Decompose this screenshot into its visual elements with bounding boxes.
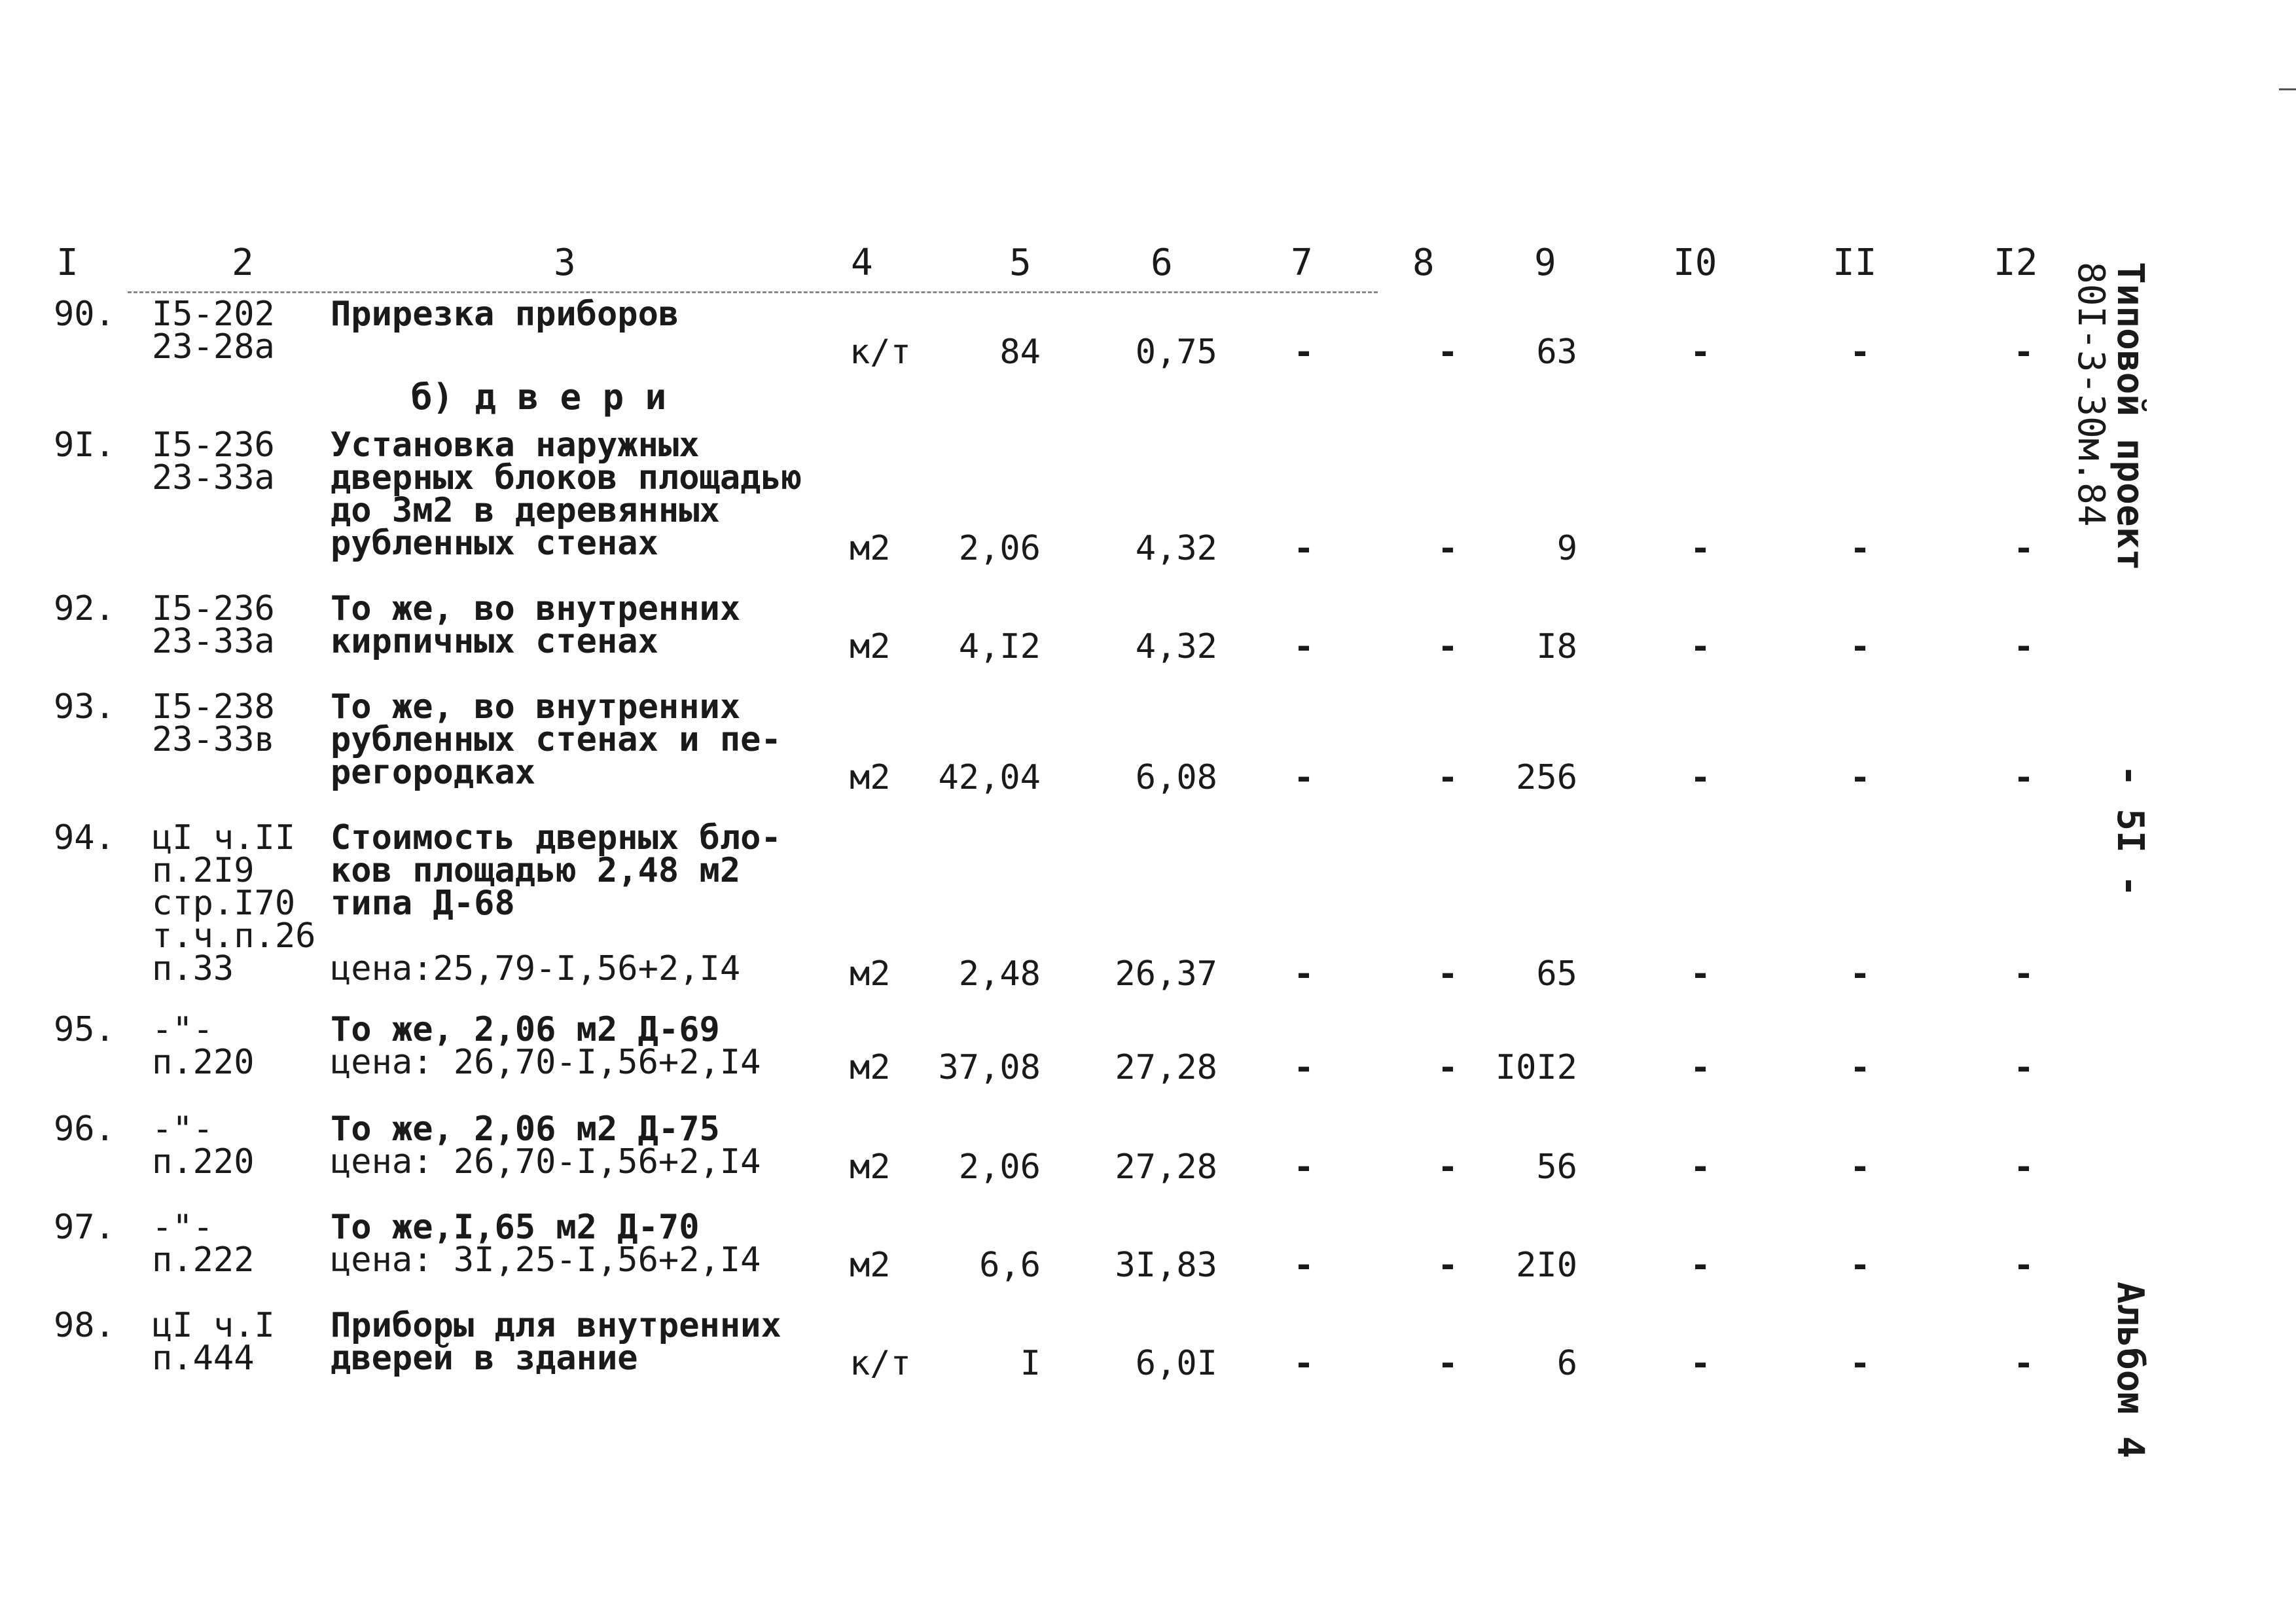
- row-description: То же, во внутренних: [331, 589, 741, 628]
- row-description: дверных блоков площадью: [331, 458, 802, 497]
- row-description: цена: 26,70-I,56+2,I4: [331, 1142, 761, 1182]
- row-number: 95.: [54, 1010, 115, 1049]
- row-col12: -: [2013, 529, 2034, 568]
- row-description: Стоимость дверных бло-: [331, 818, 781, 857]
- row-number: 92.: [54, 589, 115, 628]
- row-description: То же,I,65 м2 Д-70: [331, 1208, 700, 1247]
- row-description: цена: 26,70-I,56+2,I4: [331, 1043, 761, 1082]
- row-col7: -: [1293, 1246, 1314, 1285]
- row-col8: -: [1437, 1246, 1458, 1285]
- row-col10: -: [1690, 758, 1711, 797]
- row-unit: м2: [850, 1246, 891, 1285]
- row-description: типа Д-68: [331, 884, 515, 923]
- row-quantity: 2,48: [958, 954, 1041, 994]
- row-description: Приборы для внутренних: [331, 1306, 781, 1345]
- row-description: То же, 2,06 м2 Д-69: [331, 1010, 720, 1049]
- header-col-9: 9: [1534, 242, 1556, 284]
- row-unit: м2: [850, 529, 891, 568]
- row-total: 256: [1516, 758, 1577, 797]
- row-total: I8: [1536, 627, 1577, 666]
- row-col11: -: [1850, 1147, 1871, 1187]
- row-col11: -: [1850, 1344, 1871, 1383]
- row-price: 4,32: [1135, 529, 1217, 568]
- row-col11: -: [1850, 1048, 1871, 1087]
- row-col10: -: [1690, 1147, 1711, 1187]
- row-number: 94.: [54, 818, 115, 857]
- row-col7: -: [1293, 954, 1314, 994]
- row-col8: -: [1437, 333, 1458, 372]
- row-quantity: 6,6: [979, 1246, 1041, 1285]
- row-col12: -: [2013, 1048, 2034, 1087]
- row-description: цена: 3I,25-I,56+2,I4: [331, 1240, 761, 1280]
- row-price: 27,28: [1115, 1048, 1217, 1087]
- row-number: 90.: [54, 295, 115, 334]
- row-code: I5-236: [152, 589, 275, 628]
- row-unit: м2: [850, 1147, 891, 1187]
- row-description: цена:25,79-I,56+2,I4: [331, 949, 741, 988]
- row-price: 27,28: [1115, 1147, 1217, 1187]
- row-col7: -: [1293, 758, 1314, 797]
- row-quantity: 2,06: [958, 1147, 1041, 1187]
- header-col-11: II: [1833, 242, 1877, 284]
- row-number: 97.: [54, 1208, 115, 1247]
- row-number: 93.: [54, 687, 115, 727]
- row-unit: м2: [850, 1048, 891, 1087]
- row-description: регородках: [331, 753, 536, 792]
- row-code: -"-: [152, 1010, 213, 1049]
- corner-mark: [2279, 88, 2296, 90]
- row-col8: -: [1437, 1344, 1458, 1383]
- row-unit: м2: [850, 758, 891, 797]
- header-col-1: I: [56, 242, 79, 284]
- row-price: 6,0I: [1135, 1344, 1217, 1383]
- row-col11: -: [1850, 333, 1871, 372]
- row-description: дверей в здание: [331, 1339, 638, 1378]
- row-description: Установка наружных: [331, 425, 700, 465]
- header-col-7: 7: [1291, 242, 1313, 284]
- row-unit: к/т: [850, 333, 911, 372]
- row-code: I5-202: [152, 295, 275, 334]
- row-total: 9: [1556, 529, 1577, 568]
- project-code: 80I-3-30м.84: [2070, 262, 2112, 527]
- row-col8: -: [1437, 627, 1458, 666]
- row-col11: -: [1850, 627, 1871, 666]
- row-col7: -: [1293, 1048, 1314, 1087]
- row-number: 9I.: [54, 425, 115, 465]
- row-col10: -: [1690, 529, 1711, 568]
- row-description: Прирезка приборов: [331, 295, 679, 334]
- row-code: п.220: [152, 1142, 255, 1182]
- row-price: 3I,83: [1115, 1246, 1217, 1285]
- row-col7: -: [1293, 1147, 1314, 1187]
- row-total: 56: [1536, 1147, 1577, 1187]
- row-code: п.444: [152, 1339, 255, 1378]
- header-col-12: I2: [1994, 242, 2038, 284]
- header-col-10: I0: [1673, 242, 1717, 284]
- header-col-8: 8: [1412, 242, 1435, 284]
- row-col8: -: [1437, 758, 1458, 797]
- header-col-6: 6: [1151, 242, 1173, 284]
- row-quantity: I: [1020, 1344, 1041, 1383]
- row-description: кирпичных стенах: [331, 622, 658, 661]
- row-col12: -: [2013, 627, 2034, 666]
- row-price: 6,08: [1135, 758, 1217, 797]
- row-col8: -: [1437, 1048, 1458, 1087]
- row-total: 63: [1536, 333, 1577, 372]
- row-quantity: 84: [999, 333, 1041, 372]
- row-code: 23-33а: [152, 458, 275, 497]
- row-unit: м2: [850, 954, 891, 994]
- header-col-2: 2: [232, 242, 254, 284]
- row-code: цI ч.I: [152, 1306, 275, 1345]
- row-description: То же, 2,06 м2 Д-75: [331, 1110, 720, 1149]
- row-col11: -: [1850, 529, 1871, 568]
- row-code: 23-33а: [152, 622, 275, 661]
- row-col7: -: [1293, 627, 1314, 666]
- row-code: 23-33в: [152, 720, 275, 759]
- row-description: до 3м2 в деревянных: [331, 491, 720, 530]
- row-code: п.2I9: [152, 851, 255, 890]
- row-code: I5-236: [152, 425, 275, 465]
- row-quantity: 2,06: [958, 529, 1041, 568]
- row-total: I0I2: [1495, 1048, 1577, 1087]
- row-code: стр.I70: [152, 884, 296, 923]
- album-label: Альбом 4: [2109, 1282, 2151, 1458]
- header-col-4: 4: [851, 242, 873, 284]
- row-col10: -: [1690, 627, 1711, 666]
- page-number: - 5I -: [2109, 765, 2151, 897]
- row-col12: -: [2013, 333, 2034, 372]
- row-quantity: 37,08: [938, 1048, 1041, 1087]
- row-number: 98.: [54, 1306, 115, 1345]
- row-col10: -: [1690, 954, 1711, 994]
- row-col7: -: [1293, 529, 1314, 568]
- row-col12: -: [2013, 1147, 2034, 1187]
- header-col-5: 5: [1009, 242, 1031, 284]
- row-unit: м2: [850, 627, 891, 666]
- row-col11: -: [1850, 758, 1871, 797]
- row-col10: -: [1690, 333, 1711, 372]
- row-code: -"-: [152, 1110, 213, 1149]
- row-description: рубленных стенах и пе-: [331, 720, 781, 759]
- row-code: т.ч.п.26: [152, 916, 316, 956]
- row-col12: -: [2013, 1246, 2034, 1285]
- row-code: 23-28а: [152, 327, 275, 367]
- row-unit: к/т: [850, 1344, 911, 1383]
- row-col10: -: [1690, 1246, 1711, 1285]
- row-code: I5-238: [152, 687, 275, 727]
- row-col10: -: [1690, 1048, 1711, 1087]
- row-price: 4,32: [1135, 627, 1217, 666]
- row-col12: -: [2013, 954, 2034, 994]
- row-total: 6: [1556, 1344, 1577, 1383]
- row-quantity: 4,I2: [958, 627, 1041, 666]
- row-col8: -: [1437, 529, 1458, 568]
- header-col-3: 3: [554, 242, 576, 284]
- row-quantity: 42,04: [938, 758, 1041, 797]
- row-col7: -: [1293, 1344, 1314, 1383]
- row-code: п.220: [152, 1043, 255, 1082]
- row-code: цI ч.II: [152, 818, 296, 857]
- row-description: рубленных стенах: [331, 524, 658, 563]
- row-total: 65: [1536, 954, 1577, 994]
- row-col12: -: [2013, 1344, 2034, 1383]
- row-code: п.33: [152, 949, 234, 988]
- row-description: ков площадью 2,48 м2: [331, 851, 741, 890]
- row-col7: -: [1293, 333, 1314, 372]
- row-col11: -: [1850, 1246, 1871, 1285]
- row-col8: -: [1437, 954, 1458, 994]
- row-price: 0,75: [1135, 333, 1217, 372]
- row-code: п.222: [152, 1240, 255, 1280]
- row-code: -"-: [152, 1208, 213, 1247]
- row-col8: -: [1437, 1147, 1458, 1187]
- row-col10: -: [1690, 1344, 1711, 1383]
- header-divider: [128, 291, 1378, 293]
- row-number: 96.: [54, 1110, 115, 1149]
- row-total: 2I0: [1516, 1246, 1577, 1285]
- row-description: То же, во внутренних: [331, 687, 741, 727]
- section-title: б) д в е р и: [411, 376, 667, 418]
- row-price: 26,37: [1115, 954, 1217, 994]
- row-col12: -: [2013, 758, 2034, 797]
- project-title: Типовой проект: [2109, 262, 2151, 571]
- row-col11: -: [1850, 954, 1871, 994]
